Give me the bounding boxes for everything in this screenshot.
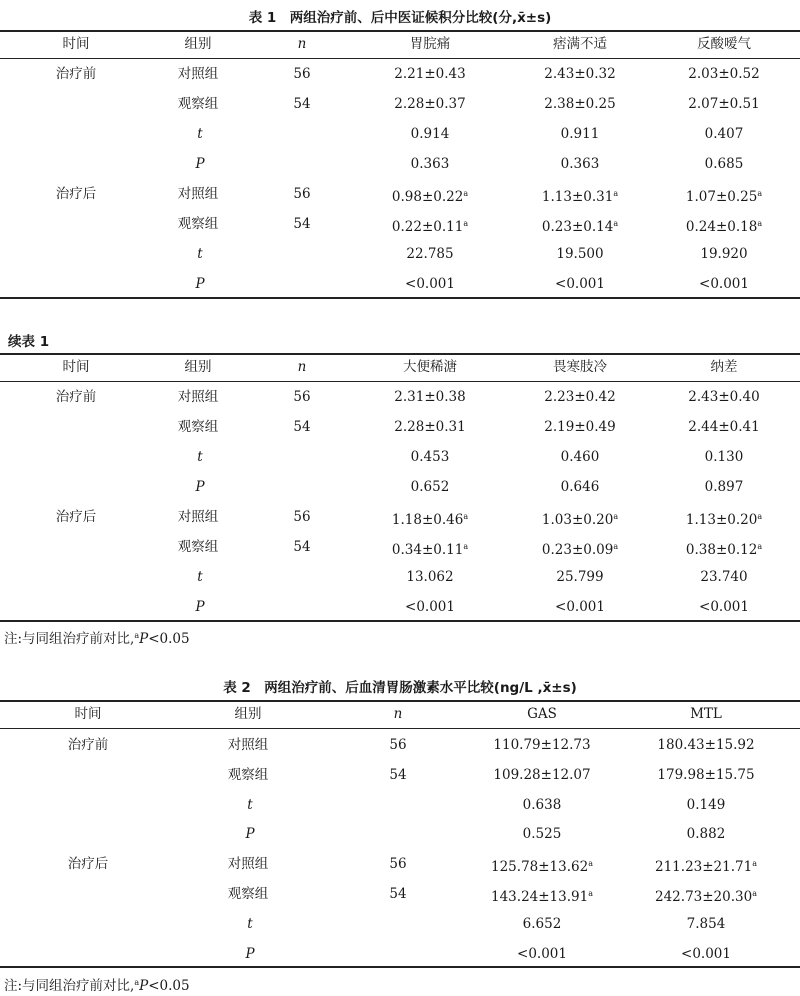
value-cell-text: 2.28±0.31	[394, 419, 466, 435]
value-cell	[411, 478, 450, 496]
header-cell	[553, 358, 607, 376]
header-cell-text: 反酸嗳气	[697, 36, 751, 52]
value-cell-text: 2.19±0.49	[544, 419, 616, 435]
value-cell-text: 6.652	[522, 915, 562, 932]
value-cell	[681, 945, 731, 963]
value-cell-text: 0.453	[410, 449, 450, 465]
value-cell-text: 0.914	[410, 126, 450, 142]
value-cell-text: 2.23±0.42	[544, 389, 616, 405]
value-cell-text: 0.363	[560, 156, 600, 172]
value-cell	[556, 568, 603, 586]
header-cell	[553, 35, 607, 53]
value-cell	[555, 275, 605, 293]
group-cell-text: 对照组	[177, 66, 219, 82]
group-cell	[178, 95, 219, 113]
significance-marker: a	[463, 512, 469, 521]
header-cell-text: MTL	[690, 706, 722, 722]
significance-marker: a	[463, 219, 469, 228]
time-cell	[68, 855, 109, 873]
significance-marker: a	[463, 189, 469, 198]
significance-marker: a	[613, 189, 619, 198]
value-cell	[392, 185, 468, 206]
value-cell	[657, 736, 754, 754]
value-cell-text: 7.854	[686, 915, 726, 932]
group-cell	[178, 538, 219, 556]
value-cell	[394, 95, 465, 113]
footnote-p: P	[139, 978, 149, 994]
significance-marker: a	[588, 859, 593, 869]
group-cell-text: P	[195, 479, 205, 495]
value-cell-text: 0.911	[560, 126, 600, 142]
group-cell	[228, 885, 269, 903]
table1-top-rule	[0, 30, 800, 32]
table1b-top-rule	[0, 353, 800, 355]
value-cell	[491, 885, 593, 906]
group-cell-text: t	[247, 796, 253, 813]
time-cell	[56, 185, 97, 203]
value-cell	[561, 448, 600, 466]
value-cell-text: 1.13±0.20	[685, 512, 758, 528]
n-cell-text: 56	[389, 737, 407, 753]
footnote-sup: a	[134, 978, 140, 987]
value-cell-text: 22.785	[406, 246, 454, 262]
n-cell	[293, 418, 310, 436]
header-cell-text: 痞满不适	[553, 36, 607, 52]
group-cell-text: P	[195, 276, 205, 292]
n-cell	[293, 215, 310, 233]
time-cell	[56, 65, 97, 83]
value-cell	[394, 388, 465, 406]
header-cell-text: 组别	[234, 706, 262, 722]
header-cell-text: n	[297, 359, 307, 375]
group-cell-text: 观察组	[177, 539, 219, 555]
value-cell	[686, 538, 762, 559]
header-cell	[75, 705, 102, 723]
header-cell	[185, 358, 212, 376]
value-cell	[705, 478, 744, 496]
value-cell	[700, 245, 747, 263]
group-cell	[228, 766, 269, 784]
value-cell-text: <0.001	[555, 599, 605, 615]
n-cell-text: 54	[389, 886, 407, 902]
group-cell	[178, 65, 219, 83]
value-cell	[544, 418, 615, 436]
value-cell-text: 242.73±20.30	[655, 889, 753, 905]
header-cell-text: 时间	[74, 706, 102, 722]
value-cell	[394, 65, 465, 83]
header-cell	[63, 35, 90, 53]
value-cell-text: 19.920	[700, 246, 748, 262]
group-cell	[228, 855, 269, 873]
value-cell	[405, 598, 455, 616]
header-cell-text: 畏寒肢冷	[553, 359, 607, 375]
value-cell-text: 2.21±0.43	[394, 66, 466, 82]
value-cell-text: 211.23±21.71	[655, 859, 753, 876]
group-cell-text: 对照组	[177, 509, 219, 525]
value-cell	[411, 125, 450, 143]
table1b-title: 续表 1	[8, 334, 50, 350]
value-cell	[406, 245, 453, 263]
group-cell	[178, 215, 219, 233]
value-cell-text: 143.24±13.91	[491, 889, 589, 905]
value-cell-text: 0.646	[560, 479, 600, 495]
header-cell	[298, 35, 307, 53]
group-cell	[247, 915, 252, 933]
value-cell-text: 0.685	[704, 156, 744, 172]
group-cell-text: t	[197, 569, 203, 585]
header-cell-text: GAS	[527, 706, 557, 722]
group-cell	[197, 245, 202, 263]
value-cell-text: 0.638	[522, 796, 562, 813]
n-cell	[293, 538, 310, 556]
value-cell	[655, 855, 757, 876]
value-cell	[411, 448, 450, 466]
time-cell-text: 治疗后	[67, 856, 109, 873]
value-cell-text: 19.500	[556, 246, 604, 262]
value-cell-text: 0.98±0.22	[391, 189, 464, 205]
time-cell	[56, 508, 97, 526]
value-cell-text: <0.001	[405, 599, 455, 615]
time-cell-text: 治疗前	[67, 737, 109, 753]
value-cell-text: 2.43±0.32	[544, 66, 616, 82]
value-cell-text: 179.98±15.75	[657, 766, 755, 783]
footnote-tail: <0.05	[148, 631, 190, 647]
value-cell	[555, 598, 605, 616]
n-cell	[389, 855, 406, 873]
header-cell	[235, 705, 262, 723]
value-cell	[687, 915, 726, 933]
group-cell	[178, 508, 219, 526]
value-cell-text: 1.07±0.25	[685, 189, 758, 205]
value-cell-text: 1.03±0.20	[541, 512, 614, 528]
value-cell	[405, 275, 455, 293]
n-cell-text: 56	[293, 509, 311, 525]
header-cell	[690, 705, 722, 723]
group-cell-text: 对照组	[177, 389, 219, 405]
value-cell-text: 2.28±0.37	[394, 96, 466, 112]
header-cell	[711, 358, 738, 376]
header-cell-text: 大便稀溏	[403, 359, 457, 375]
value-cell-text: 2.44±0.41	[688, 419, 760, 435]
value-cell	[686, 215, 762, 236]
n-cell	[293, 65, 310, 83]
value-cell-text: <0.001	[405, 276, 455, 292]
header-cell	[298, 358, 307, 376]
group-cell	[195, 275, 204, 293]
value-cell	[699, 275, 749, 293]
value-cell-text: 0.22±0.11	[391, 219, 464, 235]
significance-marker: a	[757, 512, 763, 521]
significance-marker: a	[463, 542, 469, 551]
value-cell	[705, 125, 744, 143]
significance-marker: a	[757, 542, 763, 551]
header-cell-text: n	[393, 706, 403, 722]
group-cell-text: 观察组	[177, 419, 219, 435]
value-cell	[394, 418, 465, 436]
n-cell-text: 54	[389, 766, 407, 783]
value-cell	[491, 855, 593, 876]
group-cell-text: t	[197, 449, 203, 465]
group-cell-text: 观察组	[227, 886, 269, 902]
value-cell-text: 0.525	[522, 826, 562, 843]
table2-title: 表 2 两组治疗前、后血清胃肠激素水平比较(ng/L ,x̄±s)	[223, 680, 577, 696]
value-cell-text: 2.43±0.40	[688, 389, 760, 405]
value-cell	[688, 418, 759, 436]
group-cell	[178, 388, 219, 406]
value-cell	[688, 95, 759, 113]
group-cell	[245, 945, 254, 963]
value-cell-text: 125.78±13.62	[491, 859, 589, 876]
header-cell	[403, 358, 457, 376]
significance-marker: a	[613, 219, 619, 228]
group-cell-text: P	[245, 826, 255, 843]
group-cell-text: 观察组	[177, 216, 219, 232]
significance-marker: a	[752, 859, 757, 869]
n-cell-text: 54	[293, 539, 311, 555]
significance-marker: a	[588, 889, 593, 898]
value-cell	[523, 796, 562, 814]
value-cell-text: 0.652	[410, 479, 450, 495]
value-cell-text: 2.38±0.25	[544, 96, 616, 112]
value-cell-text: <0.001	[699, 276, 749, 292]
value-cell-text: 0.23±0.14	[541, 219, 614, 235]
header-cell	[527, 705, 557, 723]
significance-marker: a	[613, 542, 619, 551]
group-cell-text: t	[197, 126, 203, 142]
value-cell	[392, 508, 468, 529]
group-cell	[195, 598, 204, 616]
time-cell-text: 治疗后	[55, 509, 97, 525]
group-cell	[197, 125, 202, 143]
table2-footnote	[4, 974, 190, 994]
table2-header-rule	[0, 728, 800, 729]
header-cell-text: 时间	[62, 359, 90, 375]
header-cell-text: n	[297, 36, 307, 52]
value-cell	[705, 448, 744, 466]
header-cell	[394, 705, 403, 723]
n-cell-text: 54	[293, 216, 311, 232]
header-cell-text: 组别	[184, 359, 212, 375]
time-cell-text: 治疗前	[55, 66, 97, 82]
value-cell-text: 0.34±0.11	[391, 542, 464, 558]
value-cell-text: <0.001	[699, 599, 749, 615]
value-cell	[561, 125, 600, 143]
table2-bottom-rule	[0, 966, 800, 968]
value-cell	[688, 388, 759, 406]
value-cell-text: 0.897	[704, 479, 744, 495]
value-cell	[493, 766, 590, 784]
table1-header-rule	[0, 58, 800, 59]
time-cell	[56, 388, 97, 406]
group-cell-text: 对照组	[227, 856, 269, 873]
value-cell-text: <0.001	[555, 276, 605, 292]
table1b-bottom-rule	[0, 620, 800, 622]
value-cell-text: 23.740	[700, 569, 748, 585]
value-cell-text: 25.799	[556, 569, 604, 585]
value-cell	[544, 95, 615, 113]
significance-marker: a	[757, 219, 763, 228]
value-cell	[561, 478, 600, 496]
footnote-text: 注:与同组治疗前对比,	[4, 978, 135, 994]
group-cell-text: 对照组	[177, 186, 219, 202]
group-cell-text: t	[197, 246, 203, 262]
value-cell-text: 13.062	[406, 569, 454, 585]
value-cell	[699, 598, 749, 616]
value-cell	[686, 508, 762, 529]
value-cell	[686, 185, 762, 206]
table1b-footnote	[4, 627, 190, 647]
value-cell	[700, 568, 747, 586]
value-cell-text: 180.43±15.92	[657, 737, 755, 753]
value-cell	[411, 155, 450, 173]
value-cell-text: 0.460	[560, 449, 600, 465]
time-cell	[68, 736, 109, 754]
group-cell	[197, 448, 202, 466]
footnote-tail: <0.05	[148, 978, 190, 994]
n-cell-text: 54	[293, 419, 311, 435]
value-cell	[544, 65, 615, 83]
n-cell-text: 56	[293, 186, 311, 202]
footnote-sup: a	[134, 631, 140, 640]
group-cell-text: 对照组	[227, 737, 269, 753]
footnote-p: P	[139, 631, 149, 647]
time-cell-text: 治疗前	[55, 389, 97, 405]
value-cell-text: 0.23±0.09	[541, 542, 614, 558]
value-cell	[392, 215, 468, 236]
value-cell	[542, 538, 618, 559]
header-cell-text: 纳差	[710, 359, 738, 375]
value-cell	[544, 388, 615, 406]
value-cell-text: 1.18±0.46	[391, 512, 464, 528]
group-cell	[245, 825, 254, 843]
group-cell-text: t	[247, 915, 253, 932]
group-cell-text: 观察组	[227, 766, 269, 783]
value-cell-text: 2.07±0.51	[688, 96, 760, 112]
value-cell-text: <0.001	[517, 945, 567, 962]
header-cell-text: 胃脘痛	[409, 36, 451, 52]
value-cell-text: 2.03±0.52	[688, 66, 760, 82]
value-cell-text: 0.38±0.12	[685, 542, 758, 558]
significance-marker: a	[752, 889, 757, 898]
group-cell	[178, 418, 219, 436]
header-cell	[185, 35, 212, 53]
group-cell	[195, 478, 204, 496]
footnote-text: 注:与同组治疗前对比,	[4, 631, 135, 647]
value-cell	[392, 538, 468, 559]
table1-bottom-rule	[0, 297, 800, 299]
value-cell	[556, 245, 603, 263]
n-cell	[389, 885, 406, 903]
value-cell-text: 2.31±0.38	[394, 389, 466, 405]
group-cell	[197, 568, 202, 586]
group-cell	[178, 185, 219, 203]
value-cell	[517, 945, 567, 963]
significance-marker: a	[613, 512, 619, 521]
header-cell	[410, 35, 451, 53]
header-cell	[63, 358, 90, 376]
value-cell-text: 0.149	[686, 796, 726, 813]
table1-title: 表 1 两组治疗前、后中医证候积分比较(分,x̄±s)	[248, 10, 552, 26]
value-cell	[688, 65, 759, 83]
group-cell	[228, 736, 269, 754]
value-cell-text: <0.001	[681, 945, 731, 962]
n-cell	[389, 736, 406, 754]
n-cell-text: 54	[293, 96, 311, 112]
group-cell-text: P	[245, 945, 255, 962]
value-cell-text: 1.13±0.31	[541, 189, 614, 205]
value-cell-text: 0.882	[686, 826, 726, 843]
value-cell-text: 0.24±0.18	[685, 219, 758, 235]
header-cell-text: 时间	[62, 36, 90, 52]
value-cell-text: 0.407	[704, 126, 744, 142]
value-cell	[657, 766, 754, 784]
table2-top-rule	[0, 700, 800, 702]
time-cell-text: 治疗后	[55, 186, 97, 202]
value-cell	[523, 825, 562, 843]
group-cell-text: P	[195, 156, 205, 172]
n-cell	[389, 766, 406, 784]
group-cell-text: 观察组	[177, 96, 219, 112]
group-cell	[247, 796, 252, 814]
table1b-header-rule	[0, 381, 800, 382]
value-cell	[687, 796, 726, 814]
value-cell	[655, 885, 757, 906]
value-cell	[493, 736, 590, 754]
value-cell-text: 110.79±12.73	[493, 737, 591, 753]
value-cell	[561, 155, 600, 173]
n-cell-text: 56	[293, 389, 311, 405]
value-cell	[523, 915, 562, 933]
n-cell	[293, 185, 310, 203]
significance-marker: a	[757, 189, 763, 198]
value-cell	[406, 568, 453, 586]
value-cell	[705, 155, 744, 173]
n-cell-text: 56	[389, 856, 407, 873]
header-cell	[697, 35, 751, 53]
header-cell-text: 组别	[184, 36, 212, 52]
value-cell	[542, 185, 618, 206]
value-cell	[542, 508, 618, 529]
value-cell-text: 109.28±12.07	[493, 766, 591, 783]
value-cell-text: 0.363	[410, 156, 450, 172]
n-cell	[293, 388, 310, 406]
n-cell	[293, 95, 310, 113]
value-cell	[687, 825, 726, 843]
n-cell	[293, 508, 310, 526]
group-cell	[195, 155, 204, 173]
group-cell-text: P	[195, 599, 205, 615]
value-cell-text: 0.130	[704, 449, 744, 465]
n-cell-text: 56	[293, 66, 311, 82]
value-cell	[542, 215, 618, 236]
